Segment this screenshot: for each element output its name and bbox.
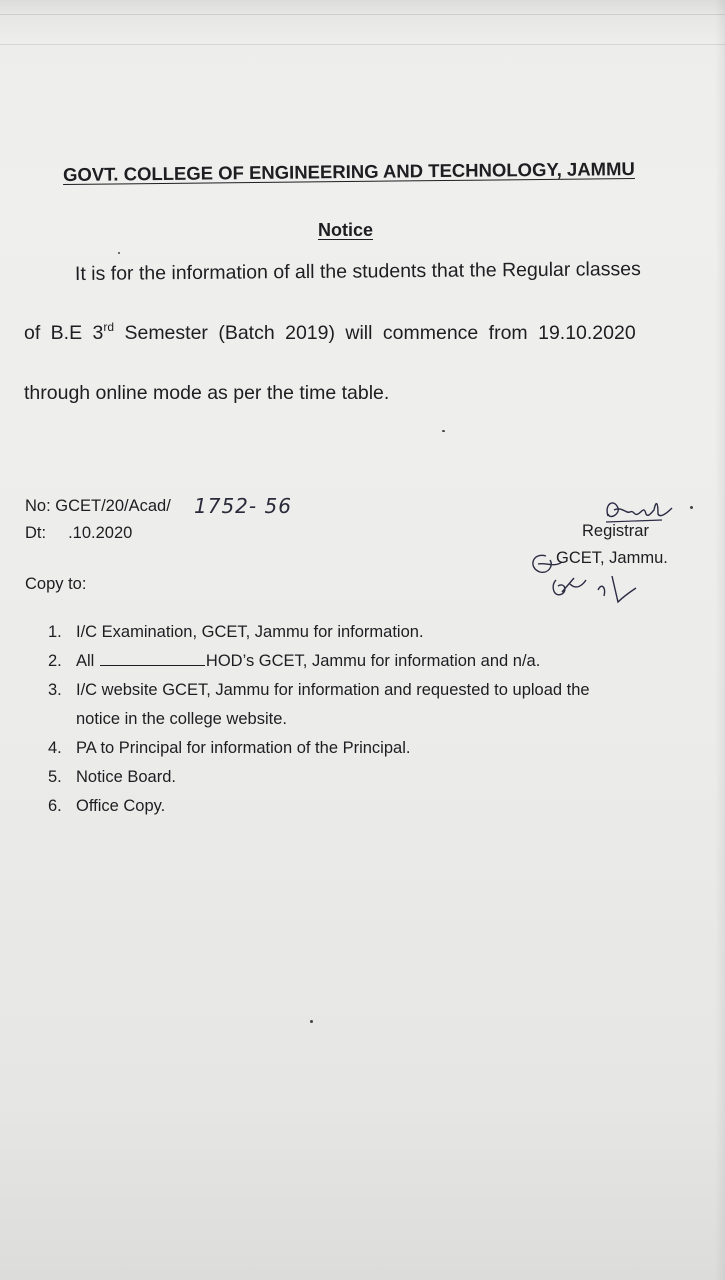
- copy-item-number: 3.: [48, 681, 62, 699]
- notice-title: Notice: [318, 220, 374, 240]
- copy-item-continuation: notice in the college website.: [76, 710, 287, 728]
- copy-item: [48, 647, 590, 676]
- ordinal-suffix: rd: [103, 320, 115, 334]
- notice-body-line-1: It is for the information of all the students that the Regular classes: [74, 258, 641, 285]
- copy-item: [48, 734, 590, 763]
- copy-item-text: Notice Board.: [76, 768, 176, 786]
- copy-to-list: [48, 618, 590, 821]
- paper-speck: [118, 252, 120, 254]
- copy-item: [48, 618, 590, 647]
- institution-heading: GOVT. COLLEGE OF ENGINEERING AND TECHNOLOGY, JAMMU: [62, 158, 635, 185]
- copy-item: [48, 763, 590, 792]
- copy-item-number: 6.: [48, 797, 62, 815]
- notice-body-line-3: through online mode as per the time table.: [24, 382, 390, 404]
- copy-item-number: 2.: [48, 652, 62, 670]
- registrar-place: GCET, Jammu.: [556, 549, 668, 567]
- copy-item-number: 1.: [48, 623, 62, 641]
- handwritten-reference-number: 1752- 56: [194, 494, 292, 518]
- notice-body-line-2: [24, 320, 636, 345]
- reference-date: [25, 524, 132, 543]
- paper-speck: [690, 506, 693, 509]
- copy-item-pre: All: [76, 652, 99, 670]
- body-line-2-pre: of B.E 3: [24, 322, 104, 344]
- body-line-2-post: Semester (Batch 2019) will commence from 19.10.2020: [114, 322, 636, 344]
- copy-item-number: 5.: [48, 768, 62, 786]
- top-fold-line: [0, 44, 725, 45]
- paper-speck: [310, 1020, 313, 1023]
- top-edge-line: [0, 14, 725, 15]
- paper-speck: [442, 430, 445, 432]
- copy-item-number: 4.: [48, 739, 62, 757]
- blank-line: [100, 651, 205, 666]
- copy-item-post: HOD’s GCET, Jammu for information and n/a.: [205, 652, 541, 670]
- copy-item: [48, 792, 590, 821]
- reference-number: [25, 497, 171, 516]
- date-value: .10.2020: [68, 524, 133, 542]
- date-label: Dt:: [25, 524, 47, 542]
- copy-item: [48, 676, 590, 734]
- reference-number-label: No: GCET/20/Acad/: [25, 497, 171, 515]
- copy-to-label: Copy to:: [25, 575, 87, 593]
- copy-item-text: I/C website GCET, Jammu for information and requested to upload the: [76, 681, 590, 699]
- copy-item-text: Office Copy.: [76, 797, 166, 815]
- copy-item-text: I/C Examination, GCET, Jammu for information.: [76, 623, 424, 641]
- copy-item-text: PA to Principal for information of the Principal.: [76, 739, 411, 757]
- registrar-title: Registrar: [582, 522, 649, 540]
- edge-shadow: [715, 0, 725, 1280]
